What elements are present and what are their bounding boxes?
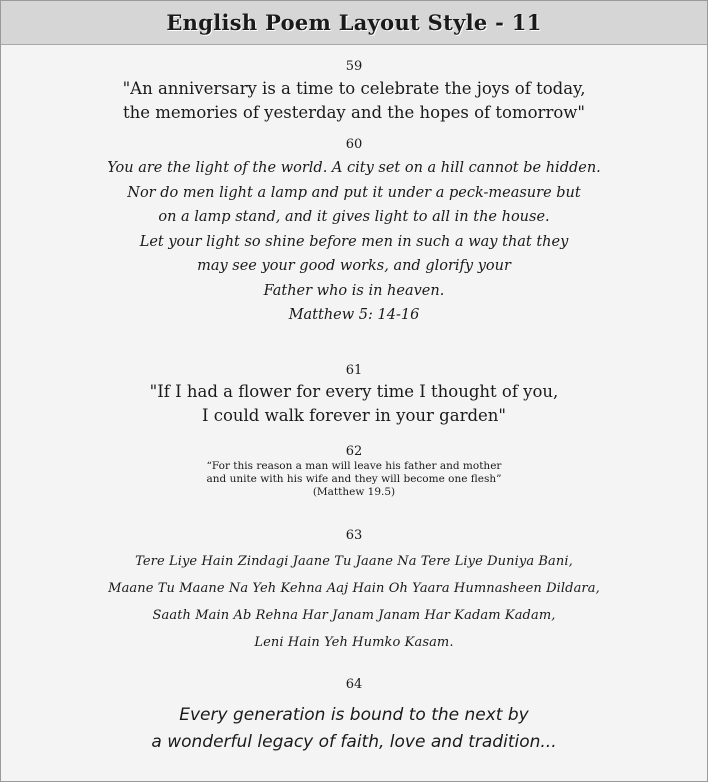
page-title: English Poem Layout Style - 11: [166, 10, 542, 35]
verse-61-text: [1, 380, 707, 428]
verse-63-text: [1, 548, 707, 656]
verse-60-citation: Matthew 5: 14-16: [288, 307, 420, 323]
verse-64-line: a wonderful legacy of faith, love and tradition...: [151, 732, 557, 752]
verse-62-text: [1, 460, 707, 499]
verse-number-61: 61: [345, 363, 363, 378]
verse-59-line: "An anniversary is a time to celebrate the joys of today,: [122, 79, 586, 98]
verse-60-text: [1, 156, 707, 328]
verse-61-line: "If I had a flower for every time I thought of you,: [149, 382, 559, 401]
verse-60-line: Father who is in heaven.: [263, 282, 445, 299]
verse-59-line: the memories of yesterday and the hopes of tomorrow": [123, 103, 585, 122]
verse-63-line: Tere Liye Hain Zindagi Jaane Tu Jaane Na Tere Liye Duniya Bani,: [135, 554, 573, 569]
header-bar: [1, 1, 707, 45]
verse-62-citation: (Matthew 19.5): [312, 486, 396, 498]
verse-number-60: 60: [345, 137, 363, 152]
verse-64-text: [1, 702, 707, 756]
verse-number-63: 63: [345, 528, 363, 543]
verse-61-line: I could walk forever in your garden": [201, 406, 507, 425]
verse-63-line: Saath Main Ab Rehna Har Janam Janam Har Kadam Kadam,: [152, 608, 556, 623]
verse-60-line: You are the light of the world. A city set on a hill cannot be hidden.: [107, 160, 601, 176]
verse-63-line: Leni Hain Yeh Humko Kasam.: [254, 635, 454, 650]
verse-60-line: on a lamp stand, and it gives light to all in the house.: [158, 209, 550, 225]
verse-62-line: and unite with his wife and they will become one flesh”: [206, 473, 502, 485]
verse-number-62: 62: [345, 444, 363, 459]
verse-60-line: Nor do men light a lamp and put it under a peck-measure but: [127, 184, 581, 201]
verse-number-59: 59: [345, 59, 363, 74]
verse-60-line: Let your light so shine before men in such a way that they: [139, 233, 569, 250]
verse-64-line: Every generation is bound to the next by: [179, 705, 529, 725]
verse-62-line: “For this reason a man will leave his father and mother: [206, 460, 502, 472]
verse-63-line: Maane Tu Maane Na Yeh Kehna Aaj Hain Oh Yaara Humnasheen Dildara,: [108, 581, 600, 596]
verse-number-64: 64: [345, 677, 363, 692]
verse-59-text: [1, 77, 707, 125]
verse-60-line: may see your good works, and glorify your: [197, 258, 511, 274]
